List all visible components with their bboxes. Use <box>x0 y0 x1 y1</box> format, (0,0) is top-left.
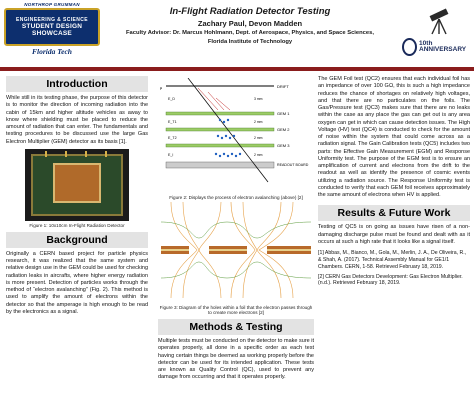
connector-pin <box>45 151 47 157</box>
authors: Zachary Paul, Devon Madden <box>197 19 303 28</box>
distance-label: 2 mm <box>254 136 263 140</box>
et2-label: E_T2 <box>168 136 177 140</box>
background-text: Originally a CERN based project for particle physics research, it was realized that the same system and relative design use in the GEM could be used for checking radiation leaks in aircrafts, where higher energy radiation is more present. Detection of particles works through the method of “electron avalanching” (Fig. 2). This method is used to amplify the amount of electrons within the detector so that the amperage is high enough to be read by the electronics as a signal. <box>6 250 148 315</box>
header-divider-band <box>0 67 474 71</box>
drift-label: DRIFT <box>277 84 289 89</box>
northrop-grumman-wordmark: NORTHROP GRUMMAN <box>24 2 80 7</box>
institution-line: Florida Institute of Technology <box>207 38 293 45</box>
showcase-badge <box>4 8 100 46</box>
anniversary-logo <box>400 6 468 62</box>
reference-item: [1] Abbas, M., Bianco, M., Gola, M., Merlin, J. A., De Oliveira, R., & Shah, A. (2017). Technical Assembly Manual for GE1/1 Chambers. CERN, 1-58. Retrieved February 18, 2019. <box>318 250 467 270</box>
foil-hole-field-diagram <box>161 202 311 298</box>
ei-label: E_I <box>168 153 174 157</box>
electron-avalanche-diagram <box>158 78 314 188</box>
badge-line2: STUDENT DESIGN SHOWCASE <box>21 23 83 37</box>
showcase-logo <box>2 2 102 64</box>
methods-text: Multiple tests must be conducted on the detector to make sure it operates properly, all done in a specific order as each test having certain things be deemed as working properly before the detector can be used for its intended application. These tests are known as Quality Control (QC), used to prevent any damage from occurring and that it operates properly. <box>158 338 314 381</box>
ed-label: E_D <box>168 97 175 101</box>
distance-label: 2 mm <box>254 120 263 124</box>
distance-label: 2 mm <box>254 153 263 157</box>
connector-pin <box>85 151 87 157</box>
telescope-icon <box>424 6 454 36</box>
gem1-label: GEM 1 <box>277 111 290 116</box>
detector-photo <box>25 149 129 221</box>
distance-label: 3 mm <box>254 97 263 101</box>
results-text: Testing of QC5 is on going as issues have risen of a non-damaging discharge pulse must be found and dealt with as it occurs at such a high rate that it looks like a signal itself. <box>318 224 470 245</box>
column-middle <box>158 76 314 412</box>
connector-pin <box>65 151 67 157</box>
foil-kapton <box>161 249 311 251</box>
methods-heading: Methods & Testing <box>158 319 314 335</box>
florida-tech-wordmark: Florida Tech <box>32 47 72 56</box>
introduction-heading: Introduction <box>6 76 148 92</box>
qc-tests-text: The GEM Foil test (QC2) ensures that each individual foil has an impedance of over 100 GΩ, this is such a high impedance reduces the chance of shortages on relatively high voltages, and that there are no particulates on the foils. The Gas/Pressure test (QC3) makes sure that there are no leaks within the case as any place the gas can get out is any area oxygen can get in which can cause detection issues. The High Voltage (HV) test (QC4) is conducted to check for the amount of noise within the system that could come across as a radiation signal. The Gain Calibration tests (QC5) includes two parts: the Effective Gain Measurement (EGM) and Response Uniformity test. The purpose of the EGM test is to ensure an amplification of current and electrons from the drift to the readout as well as identify the presence of cosmic events utilizing a radiation source. The Response Uniformity test is conducted to verify that each GEM foil receives approximately the same amount of electrons when HV is applied. <box>318 76 470 198</box>
figure2-caption: Figure 2: Displays the process of electron avalanching (above) [2] <box>169 195 303 200</box>
gem3-label: GEM 3 <box>277 143 290 148</box>
title-block <box>100 6 400 45</box>
column-left <box>6 76 148 412</box>
anniversary-ring-icon <box>402 38 417 56</box>
anniversary-mark <box>402 36 468 58</box>
mu-label: μ <box>160 85 163 90</box>
advisor-line: Faculty Advisor: Dr. Marcus Hohlmann, Dept. of Aerospace, Physics, and Space Sciences, <box>126 30 374 36</box>
et1-label: E_T1 <box>168 120 177 124</box>
column-right <box>318 76 470 412</box>
results-heading: Results & Future Work <box>318 205 470 221</box>
badge-line1: ENGINEERING & SCIENCE <box>15 17 89 23</box>
gem2-label: GEM 2 <box>277 127 290 132</box>
connector-pin <box>105 151 107 157</box>
detector-foil <box>53 163 101 203</box>
background-heading: Background <box>6 232 148 248</box>
anniversary-text: 10th ANNIVERSARY <box>419 39 467 53</box>
poster-header <box>0 0 474 66</box>
poster-title: In-Flight Radiation Detector Testing <box>169 6 331 17</box>
readout-label: READOUT BOARD <box>277 163 309 167</box>
reference-item: [2] CERN Gas Detectors Development: Gas Electron Multiplier. (n.d.). Retrieved February 18, 2019. <box>318 273 463 287</box>
figure1-caption: Figure 1: 10x10cm In-Flight Radiation Detector <box>29 222 125 228</box>
figure3-caption: Figure 3: Diagram of the holes within a foil that the electron passes through to create more electrons [2] <box>159 305 313 315</box>
introduction-text: While still in its testing phase, the purpose of this detector is to monitor the direction of incoming radiation into the cabin of 15km and higher altitude vehicles as away to know where shielding must be placed to reduce the amount of radiation that can enter. The fundamentals and testing procedures to be discussed use the large Gas Electron Multiplier (GEM) detector as its basis [1]. <box>6 95 148 145</box>
